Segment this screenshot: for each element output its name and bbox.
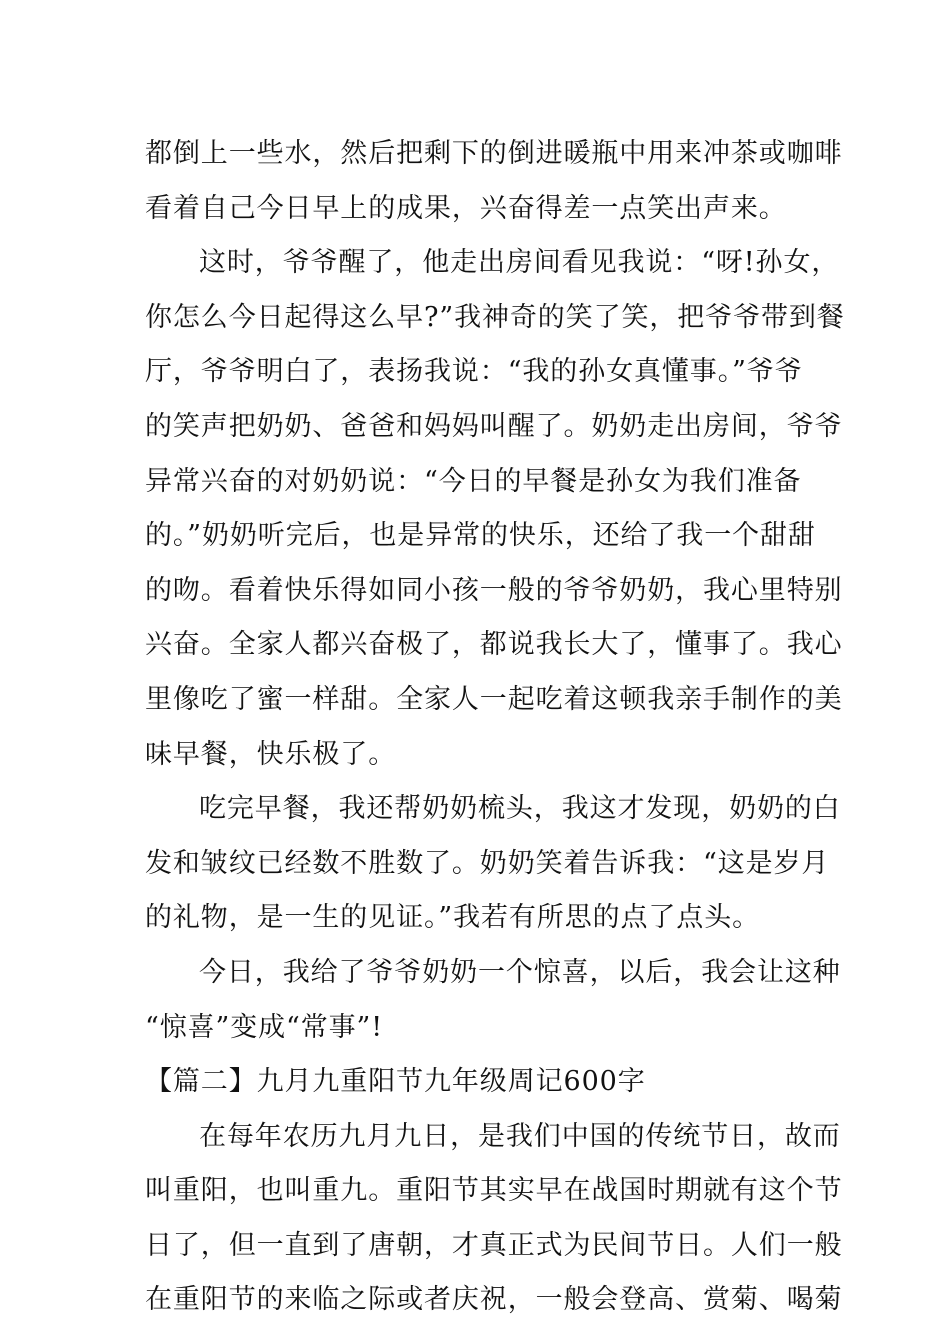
- document-body: [145, 127, 845, 1328]
- text-line-10: 兴奋。全家人都兴奋极了，都说我长大了，懂事了。我心: [145, 629, 843, 661]
- paragraph-start-line-3: 这时，爷爷醒了，他走出房间看见我说：“呀!孙女，: [199, 247, 840, 279]
- paragraph-start-line-19: 在每年农历九月九日，是我们中国的传统节日，故而: [199, 1120, 841, 1152]
- text-line-20: 叫重阳，也叫重九。重阳节其实早在战国时期就有这个节: [145, 1175, 843, 1207]
- text-line-14: 发和皱纹已经数不胜数了。奶奶笑着告诉我：“这是岁月: [145, 847, 830, 879]
- text-line-17: “惊喜”变成“常事”!: [145, 1011, 383, 1043]
- text-line-2: 看着自己今日早上的成果，兴奋得差一点笑出声来。: [145, 192, 787, 224]
- text-line-9: 的吻。看着快乐得如同小孩一般的爷爷奶奶，我心里特别: [145, 574, 843, 606]
- text-line-12: 味早餐，快乐极了。: [145, 738, 397, 770]
- text-line-22: 在重阳节的来临之际或者庆祝，一般会登高、赏菊、喝菊: [145, 1284, 843, 1316]
- paragraph-start-line-13: 吃完早餐，我还帮奶奶梳头，我这才发现，奶奶的白: [199, 793, 841, 825]
- text-line-5: 厅，爷爷明白了，表扬我说：“我的孙女真懂事。”爷爷: [145, 356, 803, 388]
- text-line-7: 异常兴奋的对奶奶说：“今日的早餐是孙女为我们准备: [145, 465, 802, 497]
- text-line-8: 的。”奶奶听完后，也是异常的快乐，还给了我一个甜甜: [145, 520, 816, 552]
- paragraph-start-line-16: 今日，我给了爷爷奶奶一个惊喜，以后，我会让这种: [199, 956, 841, 988]
- text-line-21: 日了，但一直到了唐朝，才真正式为民间节日。人们一般: [145, 1229, 843, 1261]
- text-line-4: 你怎么今日起得这么早?”我神奇的笑了笑，把爷爷带到餐: [145, 301, 845, 333]
- text-line-11: 里像吃了蜜一样甜。全家人一起吃着这顿我亲手制作的美: [145, 683, 843, 715]
- text-line-6: 的笑声把奶奶、爸爸和妈妈叫醒了。奶奶走出房间，爷爷: [145, 410, 843, 442]
- text-line-1: 都倒上一些水，然后把剩下的倒进暖瓶中用来冲茶或咖啡: [145, 138, 843, 169]
- text-line-15: 的礼物，是一生的见证。”我若有所思的点了点头。: [145, 902, 761, 934]
- section-heading: 【篇二】九月九重阳节九年级周记600字: [145, 1066, 646, 1098]
